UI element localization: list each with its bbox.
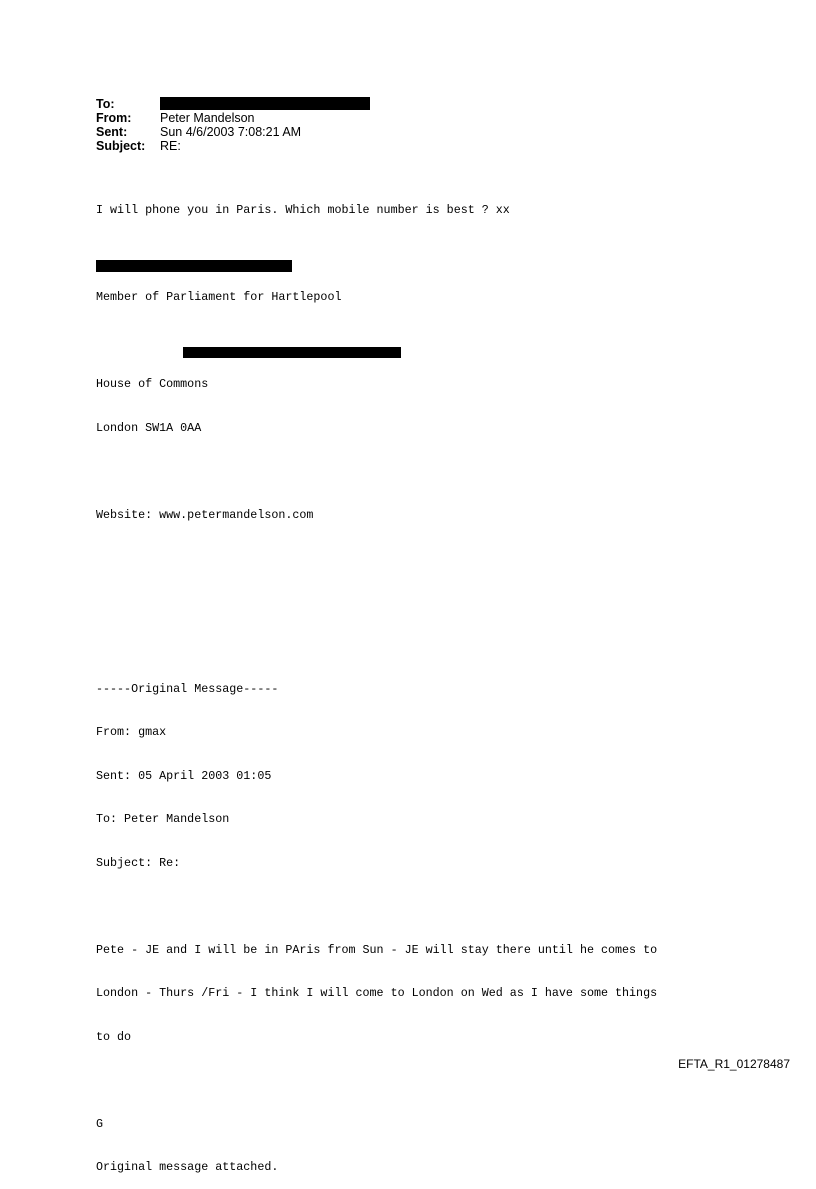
signature-title: Member of Parliament for Hartlepool — [96, 290, 342, 304]
subject-value: RE: — [160, 139, 181, 153]
sent-label: Sent: — [96, 125, 128, 139]
original-message-line: to do — [96, 1029, 132, 1044]
address-line-2: London SW1A 0AA — [96, 420, 202, 435]
bates-number: EFTA_R1_01278487 — [678, 1057, 790, 1071]
original-message-line: Pete - JE and I will be in PAris from Sun - JE will stay there until he comes to — [96, 942, 658, 957]
body-line: I will phone you in Paris. Which mobile number is best ? xx — [96, 203, 510, 217]
redaction-box — [160, 97, 370, 110]
attachment-note: Original message attached. — [96, 1160, 279, 1174]
to-row — [96, 97, 370, 111]
original-sign: G — [96, 1116, 104, 1131]
original-from: From: gmax — [96, 725, 167, 739]
to-label: To: — [96, 97, 115, 111]
from-row — [96, 111, 370, 125]
redaction-box — [183, 347, 401, 358]
redaction-box — [96, 260, 292, 272]
original-subject: Subject: Re: — [96, 855, 181, 870]
email-header — [96, 97, 370, 153]
original-sent: Sent: 05 April 2003 01:05 — [96, 768, 272, 783]
original-divider: -----Original Message----- — [96, 681, 279, 696]
sent-value: Sun 4/6/2003 7:08:21 AM — [160, 125, 302, 139]
sent-row — [96, 125, 370, 139]
redacted-line — [96, 464, 657, 479]
address-line-1: House of Commons — [96, 377, 209, 391]
from-value: Peter Mandelson — [160, 111, 255, 125]
original-to: To: Peter Mandelson — [96, 812, 230, 826]
website-line: Website: www.petermandelson.com — [96, 507, 314, 522]
email-body — [96, 174, 657, 1189]
original-message-line: London - Thurs /Fri - I think I will come to London on Wed as I have some things — [96, 986, 658, 1000]
subject-row — [96, 139, 370, 153]
subject-label: Subject: — [96, 139, 146, 153]
from-label: From: — [96, 111, 132, 125]
